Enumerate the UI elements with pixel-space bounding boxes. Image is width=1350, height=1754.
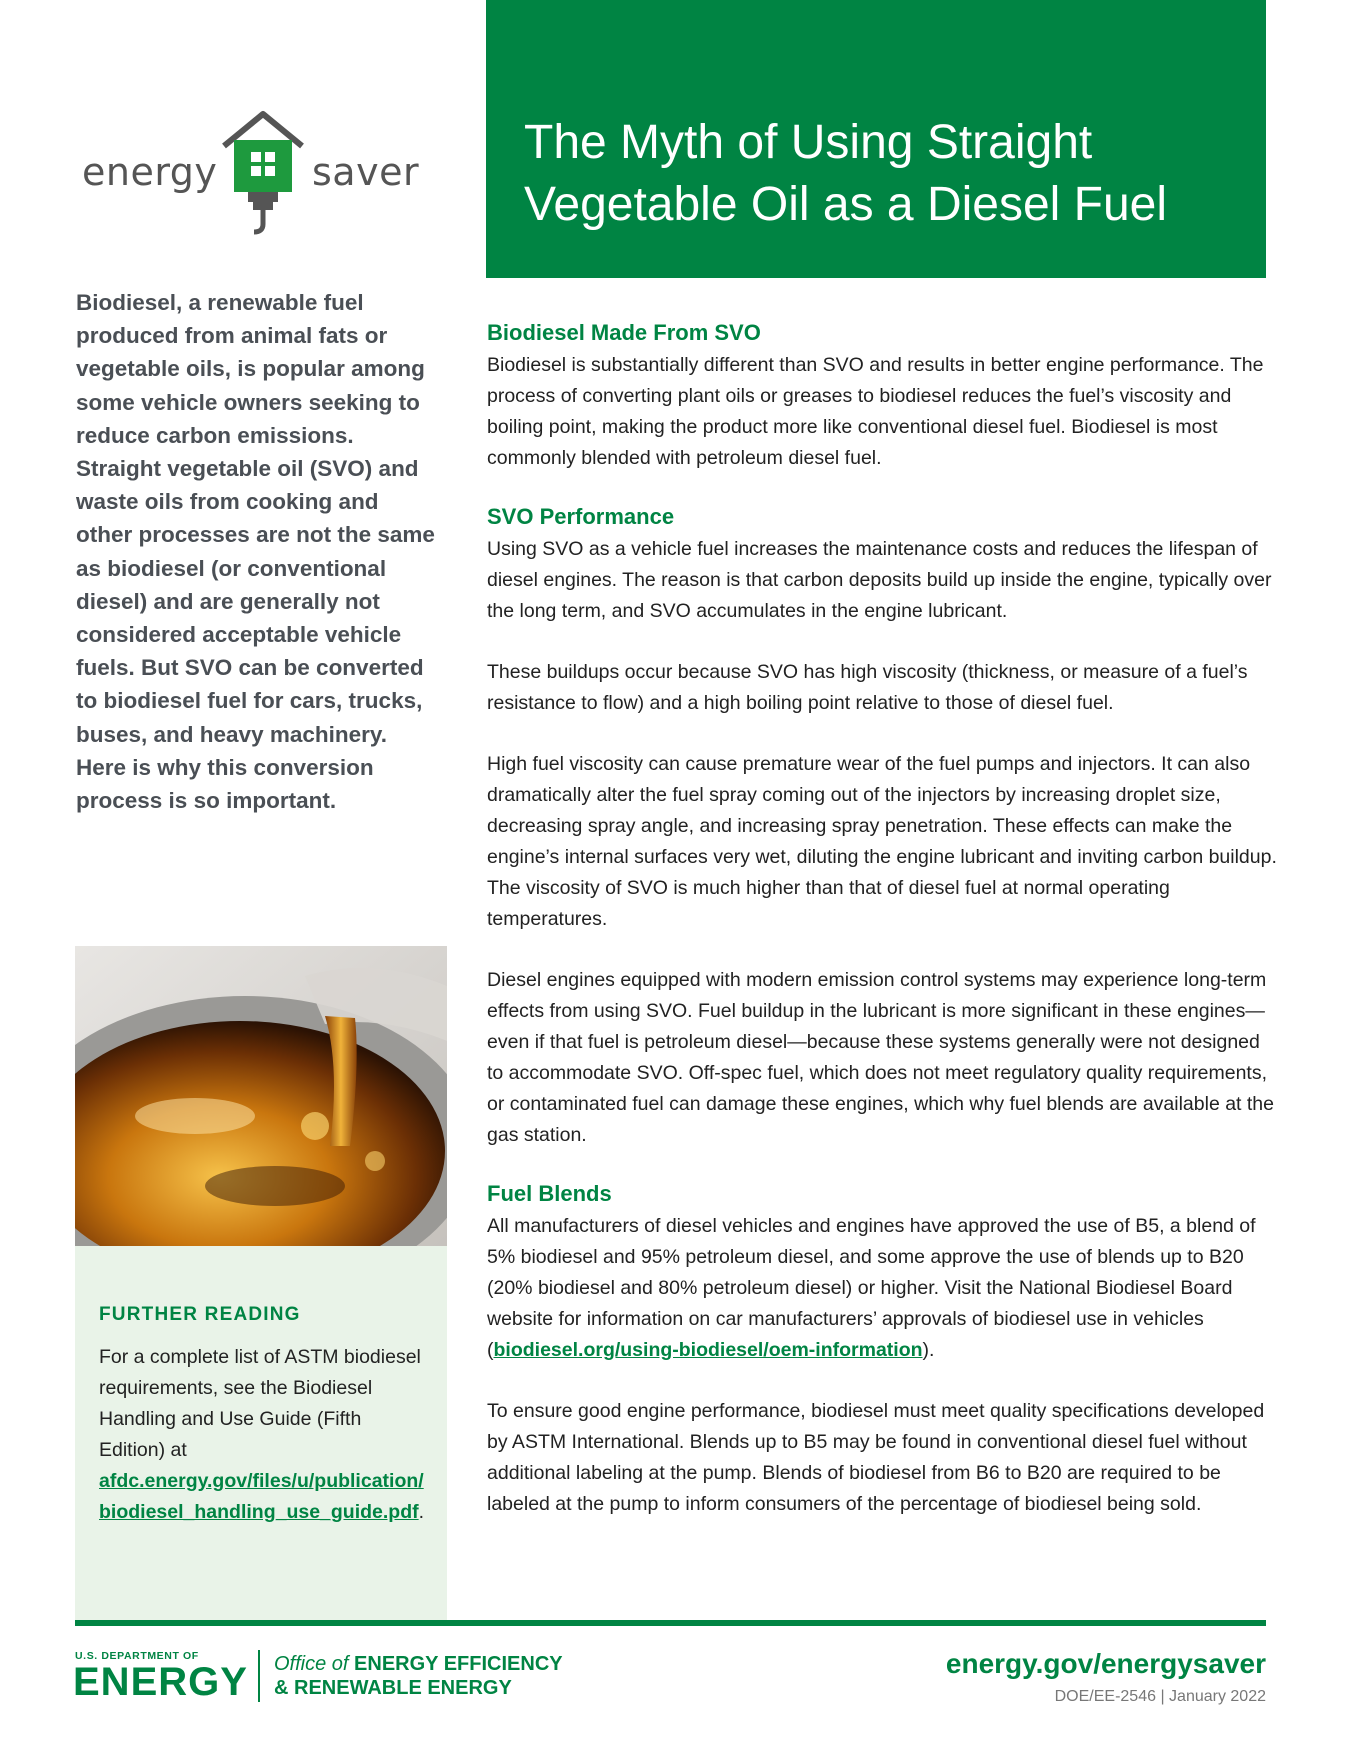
paragraph xyxy=(487,1211,1277,1366)
footer-rule xyxy=(75,1620,1266,1626)
office-line1: ENERGY EFFICIENCY xyxy=(354,1653,563,1675)
document-id: DOE/EE-2546 | January 2022 xyxy=(1054,1688,1266,1705)
logo-word-energy: energy xyxy=(82,150,218,194)
further-reading-body xyxy=(99,1342,429,1528)
paragraph-tail: ). xyxy=(922,1339,935,1361)
biodiesel-oem-link[interactable]: biodiesel.org/using-biodiesel/oem-information xyxy=(493,1339,923,1361)
section-heading-biodiesel-made-from-svo: Biodiesel Made From SVO xyxy=(487,320,761,345)
paragraph: Diesel engines equipped with modern emission control systems may experience long-term effects from using SVO. Fuel buildup in the lubricant is more significant in these engines—even if that fuel is petroleum diesel—because these systems generally were not designed to accommodate SVO. Off-spec fuel, which does not meet regulatory quality requirements, or contaminated fuel can damage these engines, which why fuel blends are available at the gas station. xyxy=(487,969,1274,1146)
office-line2: & RENEWABLE ENERGY xyxy=(274,1677,512,1699)
section-heading-svo-performance: SVO Performance xyxy=(487,504,675,529)
eere-office-label xyxy=(274,1652,614,1700)
paragraph: Biodiesel is substantially different than SVO and results in better engine performance. The process of converting plant oils or greases to biodiesel reduces the fuel’s viscosity and boiling point, making the product more like conventional diesel fuel. Biodiesel is most commonly blended with petroleum diesel fuel. xyxy=(487,354,1264,469)
further-reading-box xyxy=(75,1246,447,1620)
paragraph: High fuel viscosity can cause premature wear of the fuel pumps and injectors. It can also dramatically alter the fuel spray coming out of the injectors by increasing droplet size, decreasing spray angle, and increasing spray penetration. These effects can make the engine’s internal surfaces very wet, diluting the engine lubricant and inviting carbon buildup. The viscosity of SVO is much higher than that of diesel fuel at normal operating temperatures. xyxy=(487,753,1277,930)
page-title: The Myth of Using Straight Vegetable Oil as a Diesel Fuel xyxy=(524,116,1168,231)
footer-divider xyxy=(258,1650,260,1702)
paragraph: To ensure good engine performance, biodiesel must meet quality specifications developed by ASTM International. Blends up to B5 may be found in conventional diesel fuel without additional labeling at the pump. Blends of biodiesel from B6 to B20 are required to be labeled at the pump to inform consumers of the percentage of biodiesel being sold. xyxy=(487,1400,1265,1515)
intro-text: Biodiesel, a renewable fuel produced from animal fats or vegetable oils, is popular among some vehicle owners seeking to reduce carbon emissions. Straight vegetable oil (SVO) and waste oils from cooking and other processes are not the same as biodiesel (or conventional diesel) and are generally not considered acceptable vehicle fuels. But SVO can be converted to biodiesel fuel for cars, trucks, buses, and heavy machinery. Here is why this conversion process is so important. xyxy=(76,290,435,814)
paragraph: Using SVO as a vehicle fuel increases the maintenance costs and reduces the lifespan of diesel engines. The reason is that carbon deposits build up inside the engine, typically over the long term, and SVO accumulates in the engine lubricant. xyxy=(487,538,1272,622)
oil-pouring-photo xyxy=(75,946,447,1246)
oil-pouring-illustration xyxy=(75,946,447,1246)
paragraph: These buildups occur because SVO has high viscosity (thickness, or measure of a fuel’s resistance to flow) and a high boiling point relative to those of diesel fuel. xyxy=(487,661,1248,714)
paragraph-text: All manufacturers of diesel vehicles and engines have approved the use of B5, a blend of 5% biodiesel and 95% petroleum diesel, and some approve the use of blends up to B20 (20% biodiesel and 80% petroleum diesel) or higher. Visit the National Biodiesel Board website for information on car manufacturers’ approvals of biodiesel use in vehicles ( xyxy=(487,1215,1256,1361)
further-reading-text: For a complete list of ASTM biodiesel requirements, see the Biodiesel Handling and Use Guide (Fifth Edition) at xyxy=(99,1346,421,1461)
house-plug-icon xyxy=(218,108,308,238)
office-prefix: Office of xyxy=(274,1653,349,1675)
logo-word-saver: saver xyxy=(312,150,420,194)
section-heading-fuel-blends: Fuel Blends xyxy=(487,1181,612,1206)
afdc-guide-link[interactable]: afdc.energy.gov/files/u/publication/ biodiesel_handling_use_guide.pdf xyxy=(99,1470,424,1523)
doe-logo-word: ENERGY xyxy=(73,1660,248,1704)
further-reading-tail: . xyxy=(418,1501,425,1523)
doe-logo-small-text: U.S. DEPARTMENT OF xyxy=(75,1650,199,1662)
title-banner xyxy=(486,0,1266,278)
energy-saver-logo xyxy=(80,108,420,238)
site-url[interactable]: energy.gov/energysaver xyxy=(945,1648,1266,1679)
doe-logo xyxy=(75,1650,275,1710)
main-content xyxy=(487,320,1277,1550)
further-reading-heading: FURTHER READING xyxy=(99,1304,301,1325)
